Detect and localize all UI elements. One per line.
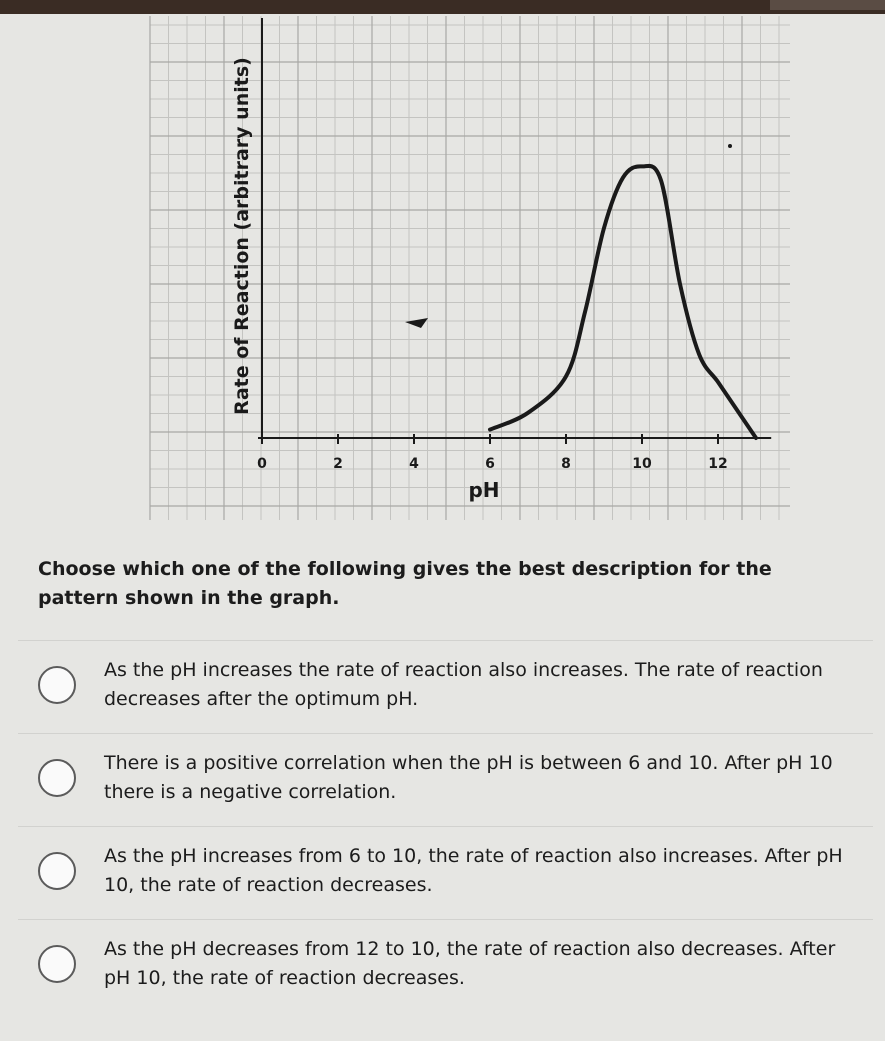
option-text: As the pH decreases from 12 to 10, the rate of reaction also decreases. After pH 10, the rate of reaction decreases. [104,938,836,989]
x-tick-label: 6 [485,456,495,472]
option-text: As the pH increases from 6 to 10, the rate of reaction also increases. After pH 10, the rate of reaction decreases. [104,845,843,896]
radio-button[interactable] [38,666,76,704]
x-tick-label: 4 [409,456,419,472]
radio-button[interactable] [38,852,76,890]
answer-option-3[interactable] [18,826,873,915]
x-tick-label: 10 [632,456,652,472]
answer-option-1[interactable] [18,640,873,729]
option-text: There is a positive correlation when the pH is between 6 and 10. After pH 10 there is a negative correlation. [104,752,833,803]
graph-ticks [257,434,728,472]
radio-button[interactable] [38,759,76,797]
rate-curve [490,166,756,438]
answer-option-4[interactable] [18,919,873,1008]
y-axis-label: Rate of Reaction (arbitrary units) [231,57,253,415]
arrow-cursor-icon [405,318,428,328]
question-text: Choose which one of the following gives the best description for the pattern shown in the graph. [38,558,772,609]
x-tick-label: 8 [561,456,571,472]
answer-option-2[interactable] [18,733,873,822]
x-tick-label: 2 [333,456,343,472]
x-tick-label: 12 [708,456,728,472]
x-axis-label: pH [468,478,500,502]
option-text: As the pH increases the rate of reaction also increases. The rate of reaction decreases after the optimum pH. [104,659,823,710]
x-tick-label: 0 [257,456,267,472]
answer-options [18,640,873,1012]
radio-button[interactable] [38,945,76,983]
pen-mark [728,144,732,148]
